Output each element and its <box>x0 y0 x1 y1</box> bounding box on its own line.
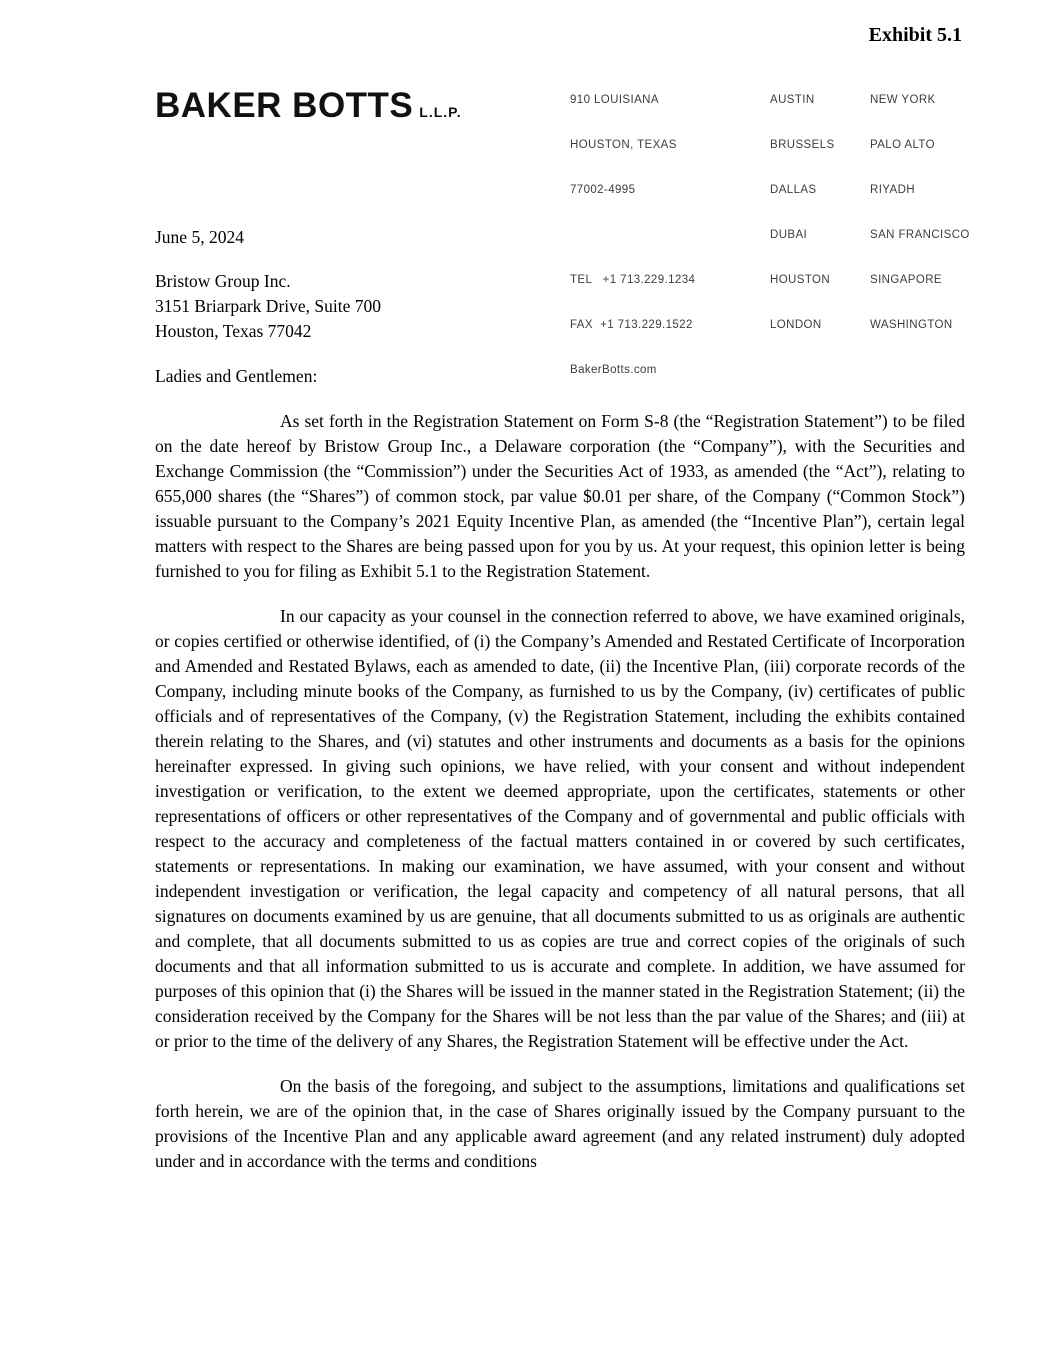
office-city: NEW YORK <box>870 94 936 106</box>
paragraph-opinion-basis: On the basis of the foregoing, and subject to the assumptions, limitations and qualifications set forth herein, we are of the opinion that, in the case of Shares originally issued by the Company pursuant to the provisions of the Incentive Plan and any applicable award agreement (and any related instrument) duly adopted under and in accordance with the terms and conditions <box>155 1076 965 1171</box>
address-line: HOUSTON, TEXAS <box>570 139 677 151</box>
salutation: Ladies and Gentlemen: <box>155 366 318 386</box>
office-city: DUBAI <box>770 229 808 241</box>
firm-logo-suffix: L.L.P. <box>419 104 462 120</box>
letter-date: June 5, 2024 <box>155 227 244 247</box>
office-city: BRUSSELS <box>770 139 835 151</box>
office-city: RIYADH <box>870 184 915 196</box>
office-city: LONDON <box>770 319 822 331</box>
recipient-city: Houston, Texas 77042 <box>155 321 312 341</box>
website-link: BakerBotts.com <box>570 364 657 376</box>
firm-logo <box>155 86 462 126</box>
fax-line: FAX +1 713.229.1522 <box>570 319 693 331</box>
address-line: 910 LOUISIANA <box>570 94 659 106</box>
office-city: WASHINGTON <box>870 319 953 331</box>
office-city: AUSTIN <box>770 94 815 106</box>
firm-logo-text: BAKER BOTTS <box>155 86 414 125</box>
recipient-address-block <box>155 269 965 344</box>
paragraph-registration-statement: As set forth in the Registration Statement on Form S-8 (the “Registration Statement”) to be filed on the date hereof by Bristow Group Inc., a Delaware corporation (the “Company”), with the Securities and Exchange Commission (the “Commission”) under the Securities Act of 1933, as amended (the “Act”), relating to 655,000 shares (the “Shares”) of common stock, par value $0.01 per share, of the Company (“Common Stock”) issuable pursuant to the Company’s 2021 Equity Incentive Plan, as amended (the “Incentive Plan”), certain legal matters with respect to the Shares are being passed upon for you by us. At your request, this opinion letter is being furnished to you for filing as Exhibit 5.1 to the Registration Statement. <box>155 411 965 581</box>
paragraph-examination: In our capacity as your counsel in the connection referred to above, we have examined originals, or copies certified or otherwise identified, of (i) the Company’s Amended and Restated Certificate of Incorporation and Amended and Restated Bylaws, each as amended to date, (ii) the Incentive Plan, (iii) corporate records of the Company, including minute books of the Company, as furnished to us by the Company, (iv) certificates of public officials and of representatives of the Company, (v) the Registration Statement, including the exhibits contained therein relating to the Shares, and (vi) statutes and other instruments and documents as a basis for the opinions hereinafter expressed. In giving such opinions, we have relied, with your consent and without independent investigation or verification, to the extent we deemed appropriate, upon the certificates, statements or other representations of officers or other representatives of the Company and of governmental and public officials with respect to the accuracy and completeness of the factual matters contained in or covered by such certificates, statements or representations. In making our examination, we have assumed, with your consent and without independent investigation or verification, the legal capacity and competency of all natural persons, that all signatures on documents examined by us are genuine, that all documents submitted to us as originals are authentic and complete, that all documents submitted to us as copies are true and correct copies of the originals of such documents and that all information submitted to us is accurate and complete. In addition, we have assumed for purposes of this opinion that (i) the Shares will be issued in the manner stated in the Registration Statement; (ii) the consideration received by the Company for the Shares will be not less than the par value of the Shares; and (iii) at or prior to the time of the delivery of any Shares, the Registration Statement will be effective under the Act. <box>155 606 965 1051</box>
office-city: PALO ALTO <box>870 139 935 151</box>
office-city: SAN FRANCISCO <box>870 229 970 241</box>
office-city: SINGAPORE <box>870 274 942 286</box>
office-city: DALLAS <box>770 184 817 196</box>
exhibit-label: Exhibit 5.1 <box>868 24 962 46</box>
recipient-street: 3151 Briarpark Drive, Suite 700 <box>155 296 381 316</box>
office-city: HOUSTON <box>770 274 831 286</box>
recipient-name: Bristow Group Inc. <box>155 271 291 291</box>
address-line: 77002-4995 <box>570 184 636 196</box>
phone-line: TEL +1 713.229.1234 <box>570 274 696 286</box>
letter-body <box>155 225 965 1174</box>
